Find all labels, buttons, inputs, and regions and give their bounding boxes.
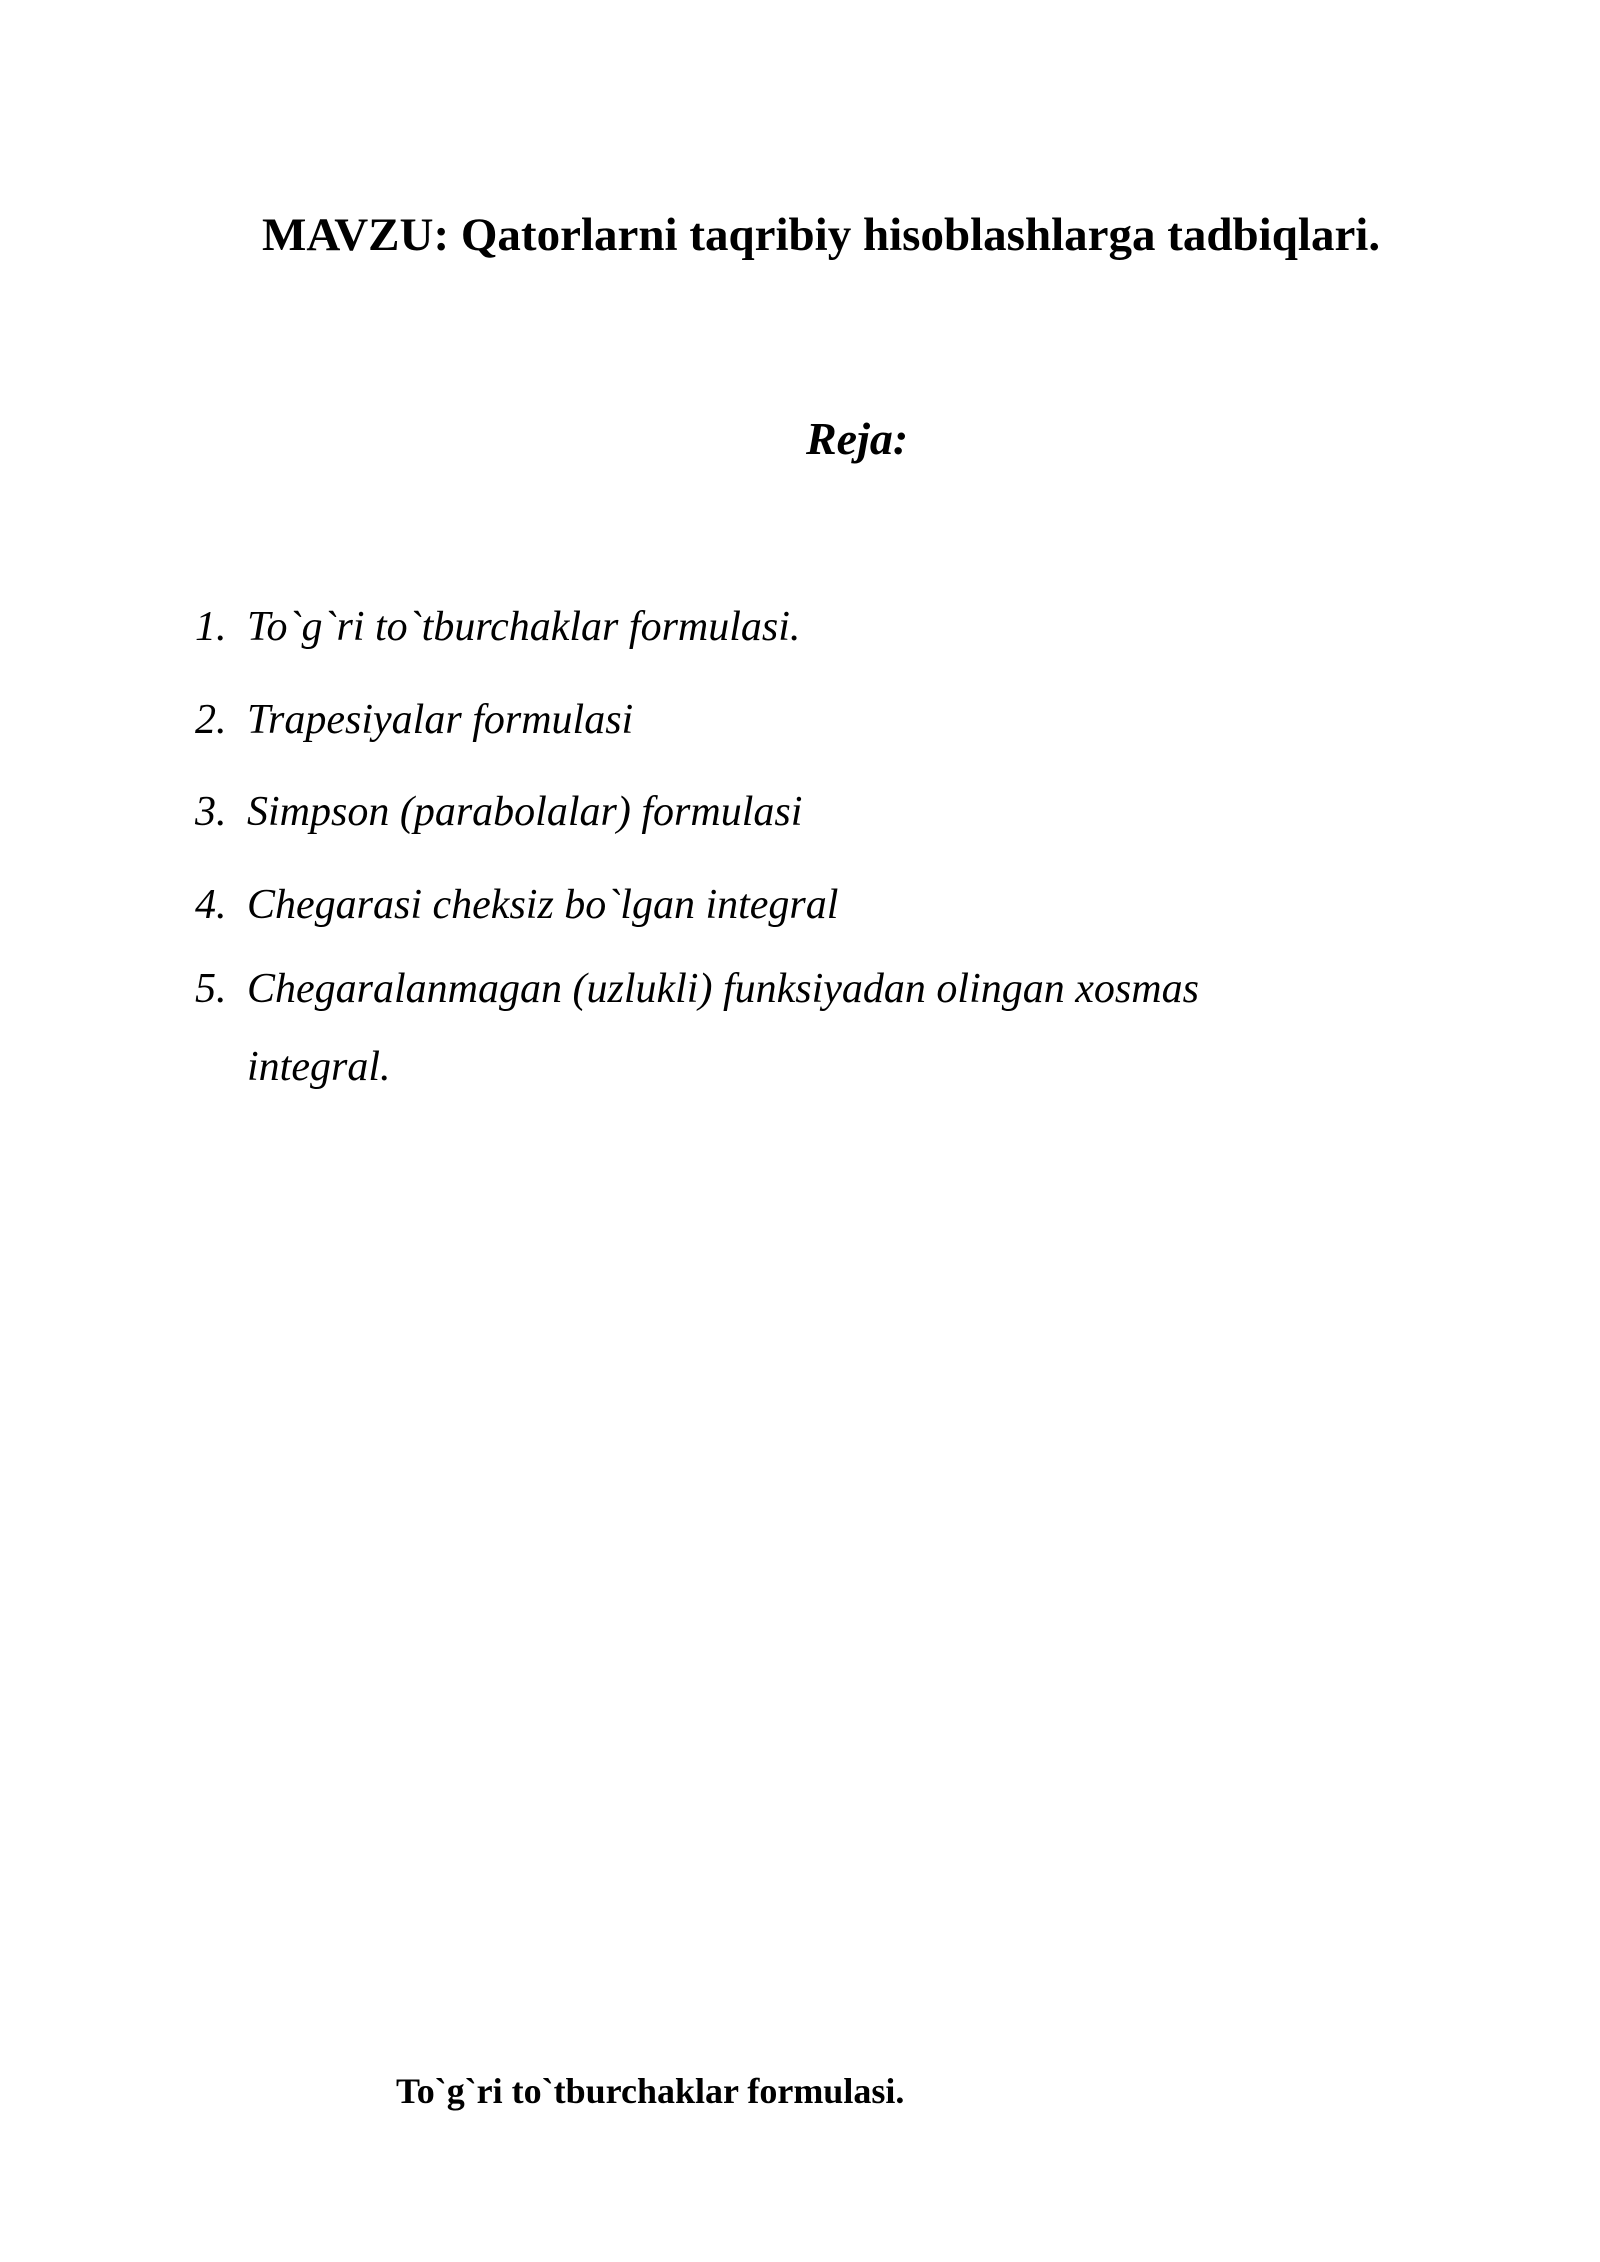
plan-item [195,884,838,926]
plan-item-text: Chegarasi cheksiz bo`lgan integral [247,882,839,928]
plan-heading: Reja: [806,413,909,464]
plan-item [195,606,800,648]
plan-item-number: 2. [195,697,227,743]
document-title: MAVZU: Qatorlarni taqribiy hisoblashlarga tadbiqlari. [262,209,1381,261]
plan-item-number: 5. [195,966,227,1012]
section-heading: To`g`ri to`tburchaklar formulasi. [396,2071,905,2111]
plan-item [195,791,802,833]
plan-item-number: 3. [195,789,227,835]
plan-item-number: 4. [195,882,227,928]
plan-item-text: Trapesiyalar formulasi [247,697,634,743]
plan-item-number: 1. [195,604,227,650]
plan-item [195,968,1247,1106]
plan-item [195,699,633,741]
plan-item-text: Simpson (parabolalar) formulasi [247,789,803,835]
plan-item-text: Chegaralanmagan (uzlukli) funksiyadan olingan xosmas integral. [247,966,1199,1090]
plan-item-text: To`g`ri to`tburchaklar formulasi. [247,604,801,650]
